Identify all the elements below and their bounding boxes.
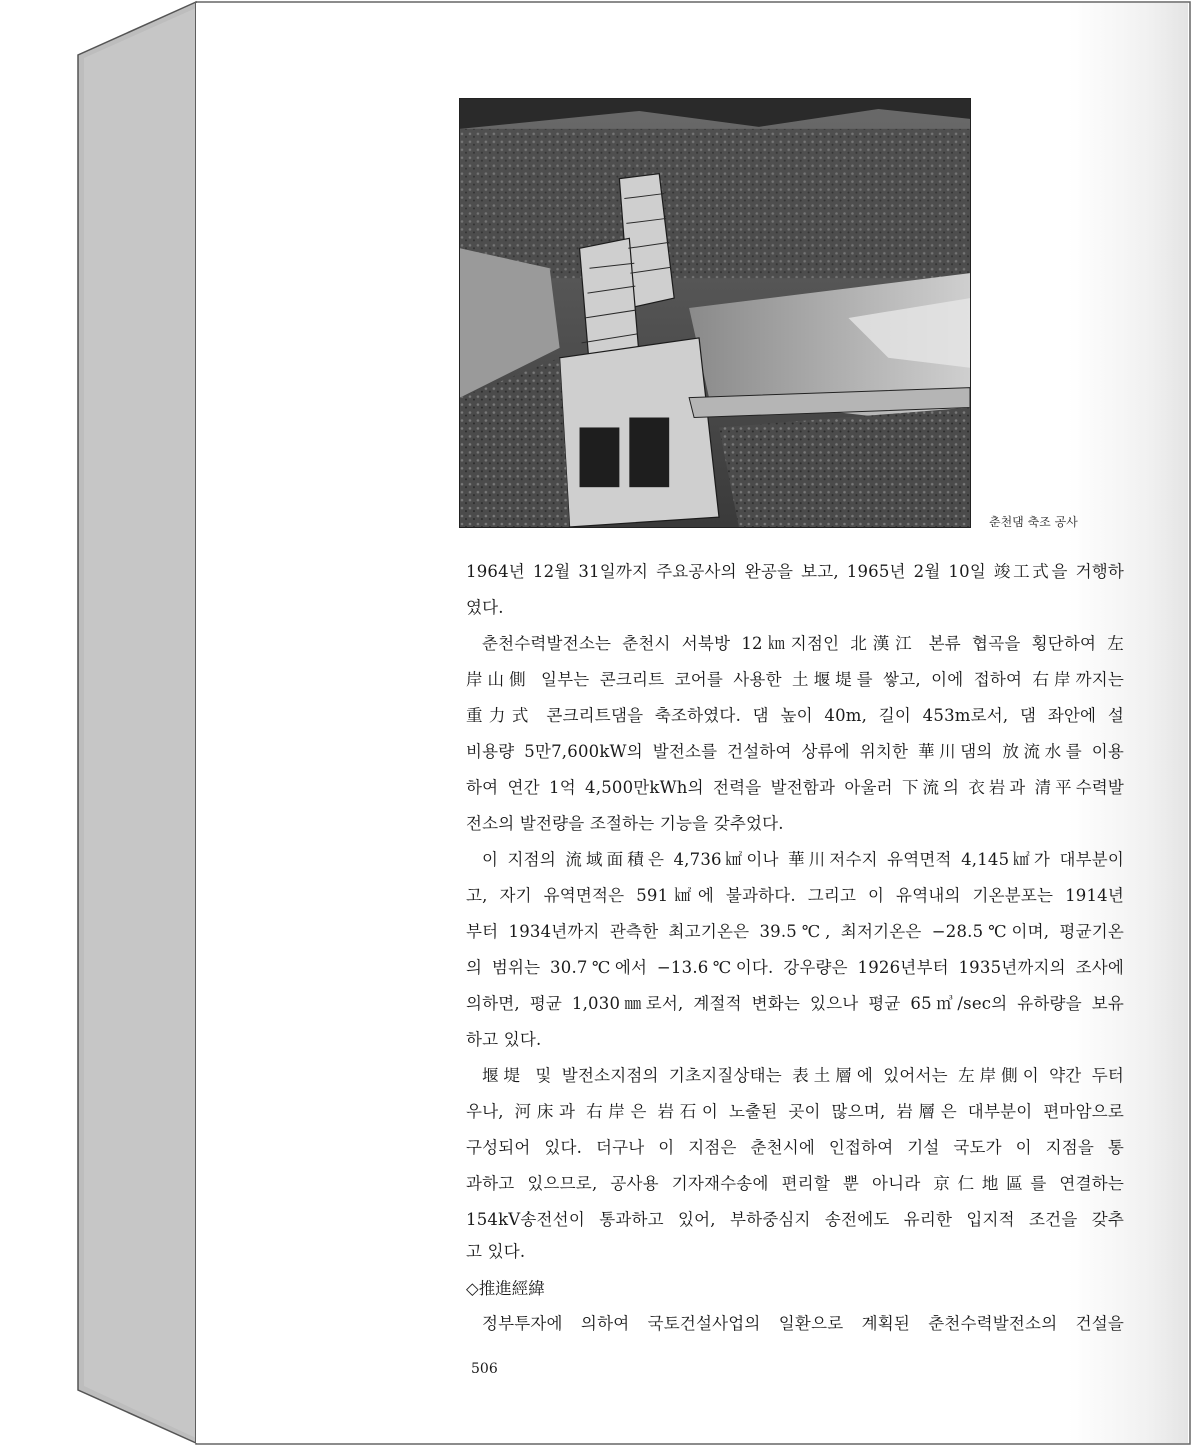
text-line: 이 지점의 流域面積은 4,736㎢이나 華川저수지 유역면적 4,145㎢가 대부분이 [482,850,1124,869]
text-line: 우나, 河床과 右岸은 岩石이 노출된 곳이 많으며, 岩層은 대부분이 편마암으로 [466,1102,1124,1121]
page-number: 506 [471,1361,498,1377]
text-line: 154kV송전선이 통과하고 있어, 부하중심지 송전에도 유리한 입지적 조건을 갖추 [466,1210,1124,1229]
text-line: 堰堤 및 발전소지점의 기초지질상태는 表土層에 있어서는 左岸側이 약간 두터 [482,1066,1124,1085]
text-line: 하고 있다. [466,1030,542,1049]
text-line: 岸山側 일부는 콘크리트 코어를 사용한 土堰堤를 쌓고, 이에 접하여 右岸까지는 [466,670,1124,689]
text-line: 였다. [466,598,504,617]
text-line: 정부투자에 의하여 국토건설사업의 일환으로 계획된 춘천수력발전소의 건설을 [482,1314,1124,1333]
section-heading: ◇推進經緯 [466,1279,545,1298]
dam-construction-photo [459,98,971,528]
text-line: 과하고 있으므로, 공사용 기자재수송에 편리할 뿐 아니라 京仁地區를 연결하는 [466,1174,1124,1193]
text-line: 비용량 5만7,600kW의 발전소를 건설하여 상류에 위치한 華川댐의 放流水를 이용 [466,742,1124,761]
text-line: 고 있다. [466,1242,526,1261]
text-line: 의하면, 평균 1,030㎜로서, 계절적 변화는 있으나 평균 65㎥/sec의 유하량을 보유 [466,994,1124,1013]
text-line: 춘천수력발전소는 춘천시 서북방 12㎞지점인 北漢江 본류 협곡을 횡단하여 左 [482,634,1124,653]
photo-caption: 춘천댐 축조 공사 [989,515,1078,529]
text-line: 1964년 12월 31일까지 주요공사의 완공을 보고, 1965년 2월 10일 竣工式을 거행하 [466,562,1124,581]
text-line: 전소의 발전량을 조절하는 기능을 갖추었다. [466,814,784,833]
text-line: 하여 연간 1억 4,500만kWh의 전력을 발전함과 아울러 下流의 衣岩과 清平수력발 [466,778,1124,797]
text-line: 부터 1934년까지 관측한 최고기온은 39.5℃, 최저기온은 −28.5℃이며, 평균기온 [466,922,1124,941]
text-line: 의 범위는 30.7℃에서 −13.6℃이다. 강우량은 1926년부터 1935년까지의 조사에 [466,958,1124,977]
text-line: 구성되어 있다. 더구나 이 지점은 춘천시에 인접하여 기설 국도가 이 지점을 통 [466,1138,1124,1157]
text-line: 重力式 콘크리트댐을 축조하였다. 댐 높이 40m, 길이 453m로서, 댐 좌안에 설 [466,706,1124,725]
text-line: 고, 자기 유역면적은 591㎢에 불과하다. 그리고 이 유역내의 기온분포는 1914년 [466,886,1124,905]
